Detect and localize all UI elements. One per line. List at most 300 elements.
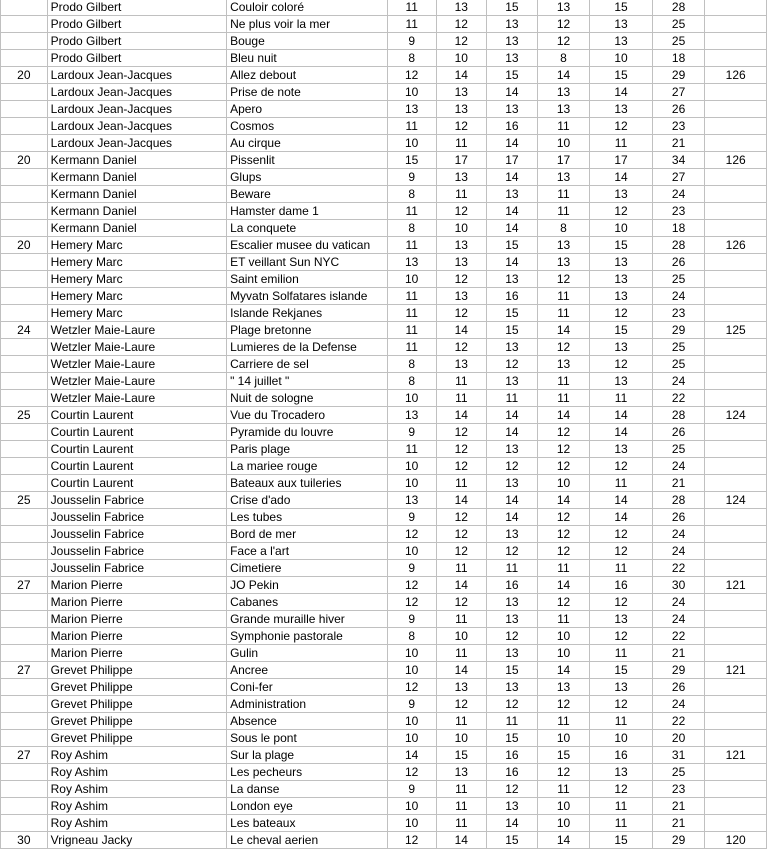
cell-s4[interactable]: 13 [537, 101, 590, 118]
cell-s4[interactable]: 13 [537, 169, 590, 186]
cell-s1[interactable]: 10 [387, 458, 436, 475]
cell-rank[interactable]: 25 [1, 492, 48, 509]
cell-s1[interactable]: 13 [387, 492, 436, 509]
cell-rank[interactable] [1, 458, 48, 475]
cell-s2[interactable]: 11 [436, 475, 487, 492]
cell-s3[interactable]: 13 [487, 373, 538, 390]
cell-s5[interactable]: 13 [590, 254, 652, 271]
cell-name[interactable]: Courtin Laurent [47, 475, 226, 492]
cell-s3[interactable]: 15 [487, 832, 538, 849]
cell-name[interactable]: Courtin Laurent [47, 458, 226, 475]
cell-name[interactable]: Jousselin Fabrice [47, 509, 226, 526]
cell-s3[interactable]: 13 [487, 679, 538, 696]
cell-s3[interactable]: 15 [487, 0, 538, 16]
cell-name[interactable]: Kermann Daniel [47, 186, 226, 203]
cell-rank[interactable] [1, 186, 48, 203]
cell-s2[interactable]: 14 [436, 577, 487, 594]
cell-name[interactable]: Prodo Gilbert [47, 0, 226, 16]
cell-title[interactable]: La danse [227, 781, 388, 798]
cell-score[interactable]: 25 [652, 271, 705, 288]
cell-s4[interactable]: 10 [537, 628, 590, 645]
cell-title[interactable]: Islande Rekjanes [227, 305, 388, 322]
cell-rank[interactable] [1, 0, 48, 16]
cell-name[interactable]: Wetzler Maie-Laure [47, 339, 226, 356]
cell-total[interactable] [705, 254, 767, 271]
cell-s3[interactable]: 12 [487, 781, 538, 798]
cell-title[interactable]: Administration [227, 696, 388, 713]
cell-s5[interactable]: 12 [590, 628, 652, 645]
cell-s5[interactable]: 13 [590, 679, 652, 696]
cell-rank[interactable] [1, 696, 48, 713]
cell-score[interactable]: 26 [652, 424, 705, 441]
cell-s4[interactable]: 13 [537, 356, 590, 373]
cell-total[interactable] [705, 696, 767, 713]
cell-rank[interactable] [1, 373, 48, 390]
cell-s3[interactable]: 15 [487, 67, 538, 84]
cell-s3[interactable]: 13 [487, 186, 538, 203]
cell-score[interactable]: 25 [652, 441, 705, 458]
cell-title[interactable]: Carriere de sel [227, 356, 388, 373]
cell-title[interactable]: Le cheval aerien [227, 832, 388, 849]
cell-title[interactable]: Pissenlit [227, 152, 388, 169]
cell-s2[interactable]: 14 [436, 832, 487, 849]
cell-rank[interactable] [1, 679, 48, 696]
cell-score[interactable]: 22 [652, 390, 705, 407]
cell-rank[interactable]: 27 [1, 747, 48, 764]
cell-s1[interactable]: 10 [387, 135, 436, 152]
cell-name[interactable]: Roy Ashim [47, 764, 226, 781]
cell-total[interactable] [705, 611, 767, 628]
cell-s3[interactable]: 11 [487, 560, 538, 577]
cell-rank[interactable] [1, 118, 48, 135]
cell-s2[interactable]: 11 [436, 645, 487, 662]
cell-name[interactable]: Marion Pierre [47, 628, 226, 645]
cell-name[interactable]: Courtin Laurent [47, 441, 226, 458]
cell-score[interactable]: 21 [652, 645, 705, 662]
cell-score[interactable]: 25 [652, 33, 705, 50]
cell-s3[interactable]: 13 [487, 441, 538, 458]
cell-title[interactable]: Les tubes [227, 509, 388, 526]
cell-total[interactable] [705, 560, 767, 577]
cell-title[interactable]: Au cirque [227, 135, 388, 152]
cell-score[interactable]: 25 [652, 16, 705, 33]
cell-total[interactable] [705, 764, 767, 781]
cell-s1[interactable]: 8 [387, 628, 436, 645]
cell-s1[interactable]: 8 [387, 373, 436, 390]
cell-name[interactable]: Courtin Laurent [47, 407, 226, 424]
cell-total[interactable] [705, 101, 767, 118]
cell-name[interactable]: Jousselin Fabrice [47, 560, 226, 577]
cell-s2[interactable]: 12 [436, 509, 487, 526]
cell-score[interactable]: 20 [652, 730, 705, 747]
cell-name[interactable]: Marion Pierre [47, 611, 226, 628]
cell-s2[interactable]: 12 [436, 33, 487, 50]
cell-s2[interactable]: 17 [436, 152, 487, 169]
cell-score[interactable]: 25 [652, 339, 705, 356]
cell-s3[interactable]: 16 [487, 288, 538, 305]
cell-s4[interactable]: 13 [537, 84, 590, 101]
cell-title[interactable]: Nuit de sologne [227, 390, 388, 407]
cell-s4[interactable]: 11 [537, 118, 590, 135]
cell-s1[interactable]: 9 [387, 424, 436, 441]
cell-s1[interactable]: 10 [387, 645, 436, 662]
cell-s4[interactable]: 8 [537, 220, 590, 237]
cell-total[interactable] [705, 424, 767, 441]
cell-s4[interactable]: 12 [537, 339, 590, 356]
cell-total[interactable]: 124 [705, 492, 767, 509]
cell-total[interactable] [705, 645, 767, 662]
cell-s1[interactable]: 11 [387, 16, 436, 33]
cell-total[interactable] [705, 169, 767, 186]
cell-s4[interactable]: 14 [537, 577, 590, 594]
cell-total[interactable] [705, 135, 767, 152]
cell-s2[interactable]: 13 [436, 764, 487, 781]
cell-name[interactable]: Hemery Marc [47, 237, 226, 254]
cell-rank[interactable] [1, 305, 48, 322]
cell-name[interactable]: Lardoux Jean-Jacques [47, 135, 226, 152]
cell-total[interactable] [705, 50, 767, 67]
cell-total[interactable] [705, 594, 767, 611]
cell-s5[interactable]: 15 [590, 832, 652, 849]
cell-s3[interactable]: 14 [487, 424, 538, 441]
cell-s4[interactable]: 10 [537, 645, 590, 662]
cell-s5[interactable]: 15 [590, 0, 652, 16]
cell-s5[interactable]: 11 [590, 815, 652, 832]
cell-total[interactable] [705, 373, 767, 390]
cell-s3[interactable]: 13 [487, 33, 538, 50]
cell-total[interactable] [705, 220, 767, 237]
cell-total[interactable] [705, 203, 767, 220]
cell-score[interactable]: 23 [652, 305, 705, 322]
cell-rank[interactable] [1, 594, 48, 611]
cell-score[interactable]: 26 [652, 509, 705, 526]
cell-total[interactable] [705, 475, 767, 492]
cell-rank[interactable] [1, 764, 48, 781]
cell-s2[interactable]: 13 [436, 101, 487, 118]
cell-s2[interactable]: 14 [436, 322, 487, 339]
cell-s5[interactable]: 10 [590, 50, 652, 67]
cell-title[interactable]: Beware [227, 186, 388, 203]
cell-s4[interactable]: 10 [537, 135, 590, 152]
cell-title[interactable]: Couloir coloré [227, 0, 388, 16]
cell-s3[interactable]: 16 [487, 747, 538, 764]
cell-total[interactable]: 126 [705, 152, 767, 169]
cell-s4[interactable]: 12 [537, 764, 590, 781]
cell-total[interactable] [705, 0, 767, 16]
cell-s2[interactable]: 15 [436, 747, 487, 764]
cell-s3[interactable]: 15 [487, 237, 538, 254]
cell-title[interactable]: ET veillant Sun NYC [227, 254, 388, 271]
cell-score[interactable]: 31 [652, 747, 705, 764]
cell-name[interactable]: Hemery Marc [47, 305, 226, 322]
cell-s5[interactable]: 12 [590, 118, 652, 135]
cell-score[interactable]: 21 [652, 135, 705, 152]
cell-name[interactable]: Marion Pierre [47, 577, 226, 594]
cell-title[interactable]: JO Pekin [227, 577, 388, 594]
cell-score[interactable]: 24 [652, 458, 705, 475]
cell-s3[interactable]: 13 [487, 101, 538, 118]
cell-name[interactable]: Jousselin Fabrice [47, 526, 226, 543]
cell-total[interactable] [705, 356, 767, 373]
cell-title[interactable]: Cabanes [227, 594, 388, 611]
cell-score[interactable]: 29 [652, 662, 705, 679]
cell-s1[interactable]: 11 [387, 237, 436, 254]
cell-name[interactable]: Kermann Daniel [47, 169, 226, 186]
cell-s2[interactable]: 12 [436, 271, 487, 288]
cell-s4[interactable]: 14 [537, 492, 590, 509]
cell-s5[interactable]: 14 [590, 84, 652, 101]
cell-s2[interactable]: 11 [436, 560, 487, 577]
cell-s5[interactable]: 11 [590, 560, 652, 577]
cell-total[interactable] [705, 713, 767, 730]
cell-rank[interactable] [1, 526, 48, 543]
cell-s5[interactable]: 14 [590, 492, 652, 509]
cell-rank[interactable]: 20 [1, 152, 48, 169]
cell-s3[interactable]: 12 [487, 696, 538, 713]
cell-title[interactable]: Prise de note [227, 84, 388, 101]
cell-title[interactable]: Cimetiere [227, 560, 388, 577]
cell-score[interactable]: 30 [652, 577, 705, 594]
cell-s5[interactable]: 11 [590, 390, 652, 407]
cell-s4[interactable]: 12 [537, 271, 590, 288]
cell-rank[interactable]: 25 [1, 407, 48, 424]
cell-total[interactable]: 120 [705, 832, 767, 849]
cell-total[interactable]: 126 [705, 67, 767, 84]
cell-s4[interactable]: 11 [537, 373, 590, 390]
cell-rank[interactable] [1, 33, 48, 50]
cell-score[interactable]: 23 [652, 203, 705, 220]
cell-s3[interactable]: 13 [487, 526, 538, 543]
cell-rank[interactable] [1, 16, 48, 33]
cell-s3[interactable]: 13 [487, 594, 538, 611]
cell-s2[interactable]: 11 [436, 186, 487, 203]
cell-s2[interactable]: 11 [436, 373, 487, 390]
cell-s1[interactable]: 12 [387, 526, 436, 543]
cell-s5[interactable]: 13 [590, 186, 652, 203]
cell-score[interactable]: 24 [652, 543, 705, 560]
cell-rank[interactable] [1, 339, 48, 356]
cell-rank[interactable] [1, 254, 48, 271]
cell-s2[interactable]: 11 [436, 781, 487, 798]
cell-s1[interactable]: 13 [387, 407, 436, 424]
cell-total[interactable] [705, 118, 767, 135]
cell-s4[interactable]: 12 [537, 594, 590, 611]
cell-score[interactable]: 24 [652, 526, 705, 543]
cell-rank[interactable] [1, 84, 48, 101]
cell-name[interactable]: Grevet Philippe [47, 662, 226, 679]
cell-rank[interactable] [1, 135, 48, 152]
cell-s1[interactable]: 8 [387, 356, 436, 373]
cell-score[interactable]: 29 [652, 832, 705, 849]
cell-s1[interactable]: 11 [387, 118, 436, 135]
cell-s1[interactable]: 12 [387, 679, 436, 696]
cell-s2[interactable]: 10 [436, 730, 487, 747]
cell-total[interactable] [705, 33, 767, 50]
cell-s5[interactable]: 13 [590, 373, 652, 390]
cell-title[interactable]: Hamster dame 1 [227, 203, 388, 220]
cell-s2[interactable]: 14 [436, 407, 487, 424]
cell-s1[interactable]: 9 [387, 781, 436, 798]
cell-s5[interactable]: 11 [590, 798, 652, 815]
cell-s4[interactable]: 15 [537, 747, 590, 764]
cell-s1[interactable]: 11 [387, 322, 436, 339]
cell-score[interactable]: 28 [652, 407, 705, 424]
cell-s5[interactable]: 14 [590, 509, 652, 526]
cell-s4[interactable]: 12 [537, 696, 590, 713]
cell-s3[interactable]: 13 [487, 798, 538, 815]
cell-s5[interactable]: 14 [590, 169, 652, 186]
cell-s2[interactable]: 10 [436, 50, 487, 67]
cell-s5[interactable]: 13 [590, 764, 652, 781]
cell-s1[interactable]: 10 [387, 543, 436, 560]
cell-score[interactable]: 22 [652, 628, 705, 645]
cell-rank[interactable]: 20 [1, 67, 48, 84]
cell-s3[interactable]: 17 [487, 152, 538, 169]
cell-s2[interactable]: 12 [436, 305, 487, 322]
cell-s1[interactable]: 9 [387, 611, 436, 628]
cell-s4[interactable]: 10 [537, 798, 590, 815]
cell-s1[interactable]: 9 [387, 169, 436, 186]
cell-s3[interactable]: 13 [487, 16, 538, 33]
cell-title[interactable]: Crise d'ado [227, 492, 388, 509]
cell-s2[interactable]: 12 [436, 594, 487, 611]
cell-score[interactable]: 21 [652, 475, 705, 492]
cell-name[interactable]: Wetzler Maie-Laure [47, 356, 226, 373]
cell-s5[interactable]: 13 [590, 16, 652, 33]
cell-name[interactable]: Lardoux Jean-Jacques [47, 84, 226, 101]
cell-s3[interactable]: 12 [487, 356, 538, 373]
cell-total[interactable] [705, 543, 767, 560]
cell-s5[interactable]: 10 [590, 220, 652, 237]
cell-name[interactable]: Jousselin Fabrice [47, 543, 226, 560]
cell-title[interactable]: Coni-fer [227, 679, 388, 696]
cell-name[interactable]: Hemery Marc [47, 271, 226, 288]
cell-s4[interactable]: 14 [537, 407, 590, 424]
cell-title[interactable]: Bouge [227, 33, 388, 50]
cell-title[interactable]: Les pecheurs [227, 764, 388, 781]
cell-total[interactable] [705, 679, 767, 696]
cell-s5[interactable]: 12 [590, 594, 652, 611]
cell-s3[interactable]: 11 [487, 713, 538, 730]
cell-rank[interactable] [1, 441, 48, 458]
cell-s2[interactable]: 11 [436, 815, 487, 832]
cell-score[interactable]: 24 [652, 186, 705, 203]
cell-s1[interactable]: 9 [387, 33, 436, 50]
cell-score[interactable]: 26 [652, 254, 705, 271]
cell-s2[interactable]: 12 [436, 118, 487, 135]
cell-title[interactable]: Absence [227, 713, 388, 730]
cell-s1[interactable]: 10 [387, 730, 436, 747]
cell-s4[interactable]: 12 [537, 33, 590, 50]
cell-total[interactable] [705, 815, 767, 832]
cell-total[interactable]: 121 [705, 662, 767, 679]
cell-title[interactable]: Paris plage [227, 441, 388, 458]
cell-score[interactable]: 24 [652, 696, 705, 713]
cell-s4[interactable]: 13 [537, 0, 590, 16]
cell-s5[interactable]: 12 [590, 526, 652, 543]
cell-s2[interactable]: 11 [436, 611, 487, 628]
cell-s5[interactable]: 11 [590, 645, 652, 662]
cell-s3[interactable]: 13 [487, 339, 538, 356]
cell-s5[interactable]: 14 [590, 407, 652, 424]
cell-rank[interactable] [1, 781, 48, 798]
cell-s2[interactable]: 12 [436, 696, 487, 713]
cell-title[interactable]: " 14 juillet " [227, 373, 388, 390]
cell-name[interactable]: Wetzler Maie-Laure [47, 373, 226, 390]
cell-s1[interactable]: 12 [387, 67, 436, 84]
cell-total[interactable] [705, 730, 767, 747]
cell-total[interactable] [705, 186, 767, 203]
cell-s2[interactable]: 14 [436, 662, 487, 679]
cell-rank[interactable] [1, 543, 48, 560]
cell-s4[interactable]: 11 [537, 203, 590, 220]
cell-name[interactable]: Lardoux Jean-Jacques [47, 101, 226, 118]
cell-s2[interactable]: 10 [436, 628, 487, 645]
cell-s1[interactable]: 13 [387, 254, 436, 271]
cell-rank[interactable] [1, 713, 48, 730]
cell-total[interactable] [705, 509, 767, 526]
cell-s2[interactable]: 13 [436, 356, 487, 373]
cell-s1[interactable]: 14 [387, 747, 436, 764]
cell-s3[interactable]: 16 [487, 764, 538, 781]
cell-score[interactable]: 23 [652, 781, 705, 798]
cell-s4[interactable]: 12 [537, 543, 590, 560]
cell-score[interactable]: 21 [652, 798, 705, 815]
cell-total[interactable] [705, 628, 767, 645]
cell-score[interactable]: 29 [652, 67, 705, 84]
cell-name[interactable]: Kermann Daniel [47, 203, 226, 220]
cell-name[interactable]: Hemery Marc [47, 254, 226, 271]
cell-s2[interactable]: 10 [436, 220, 487, 237]
cell-s4[interactable]: 12 [537, 526, 590, 543]
cell-total[interactable] [705, 339, 767, 356]
cell-s5[interactable]: 13 [590, 101, 652, 118]
cell-s3[interactable]: 14 [487, 509, 538, 526]
cell-s2[interactable]: 12 [436, 203, 487, 220]
cell-title[interactable]: Escalier musee du vatican [227, 237, 388, 254]
cell-score[interactable]: 27 [652, 84, 705, 101]
cell-s2[interactable]: 12 [436, 339, 487, 356]
cell-s5[interactable]: 13 [590, 271, 652, 288]
cell-title[interactable]: Lumieres de la Defense [227, 339, 388, 356]
cell-title[interactable]: Vue du Trocadero [227, 407, 388, 424]
cell-title[interactable]: La conquete [227, 220, 388, 237]
cell-s2[interactable]: 13 [436, 288, 487, 305]
cell-s2[interactable]: 13 [436, 254, 487, 271]
cell-s3[interactable]: 16 [487, 118, 538, 135]
cell-s3[interactable]: 15 [487, 322, 538, 339]
cell-s1[interactable]: 10 [387, 390, 436, 407]
cell-title[interactable]: La mariee rouge [227, 458, 388, 475]
cell-total[interactable] [705, 288, 767, 305]
cell-s2[interactable]: 11 [436, 135, 487, 152]
cell-s2[interactable]: 12 [436, 424, 487, 441]
cell-s1[interactable]: 12 [387, 594, 436, 611]
cell-name[interactable]: Marion Pierre [47, 645, 226, 662]
cell-title[interactable]: Cosmos [227, 118, 388, 135]
cell-rank[interactable] [1, 475, 48, 492]
cell-score[interactable]: 24 [652, 288, 705, 305]
cell-rank[interactable] [1, 730, 48, 747]
cell-s5[interactable]: 12 [590, 305, 652, 322]
cell-s3[interactable]: 13 [487, 611, 538, 628]
cell-rank[interactable] [1, 560, 48, 577]
cell-s4[interactable]: 12 [537, 458, 590, 475]
cell-title[interactable]: Glups [227, 169, 388, 186]
cell-s5[interactable]: 12 [590, 458, 652, 475]
cell-s3[interactable]: 12 [487, 543, 538, 560]
cell-rank[interactable] [1, 424, 48, 441]
